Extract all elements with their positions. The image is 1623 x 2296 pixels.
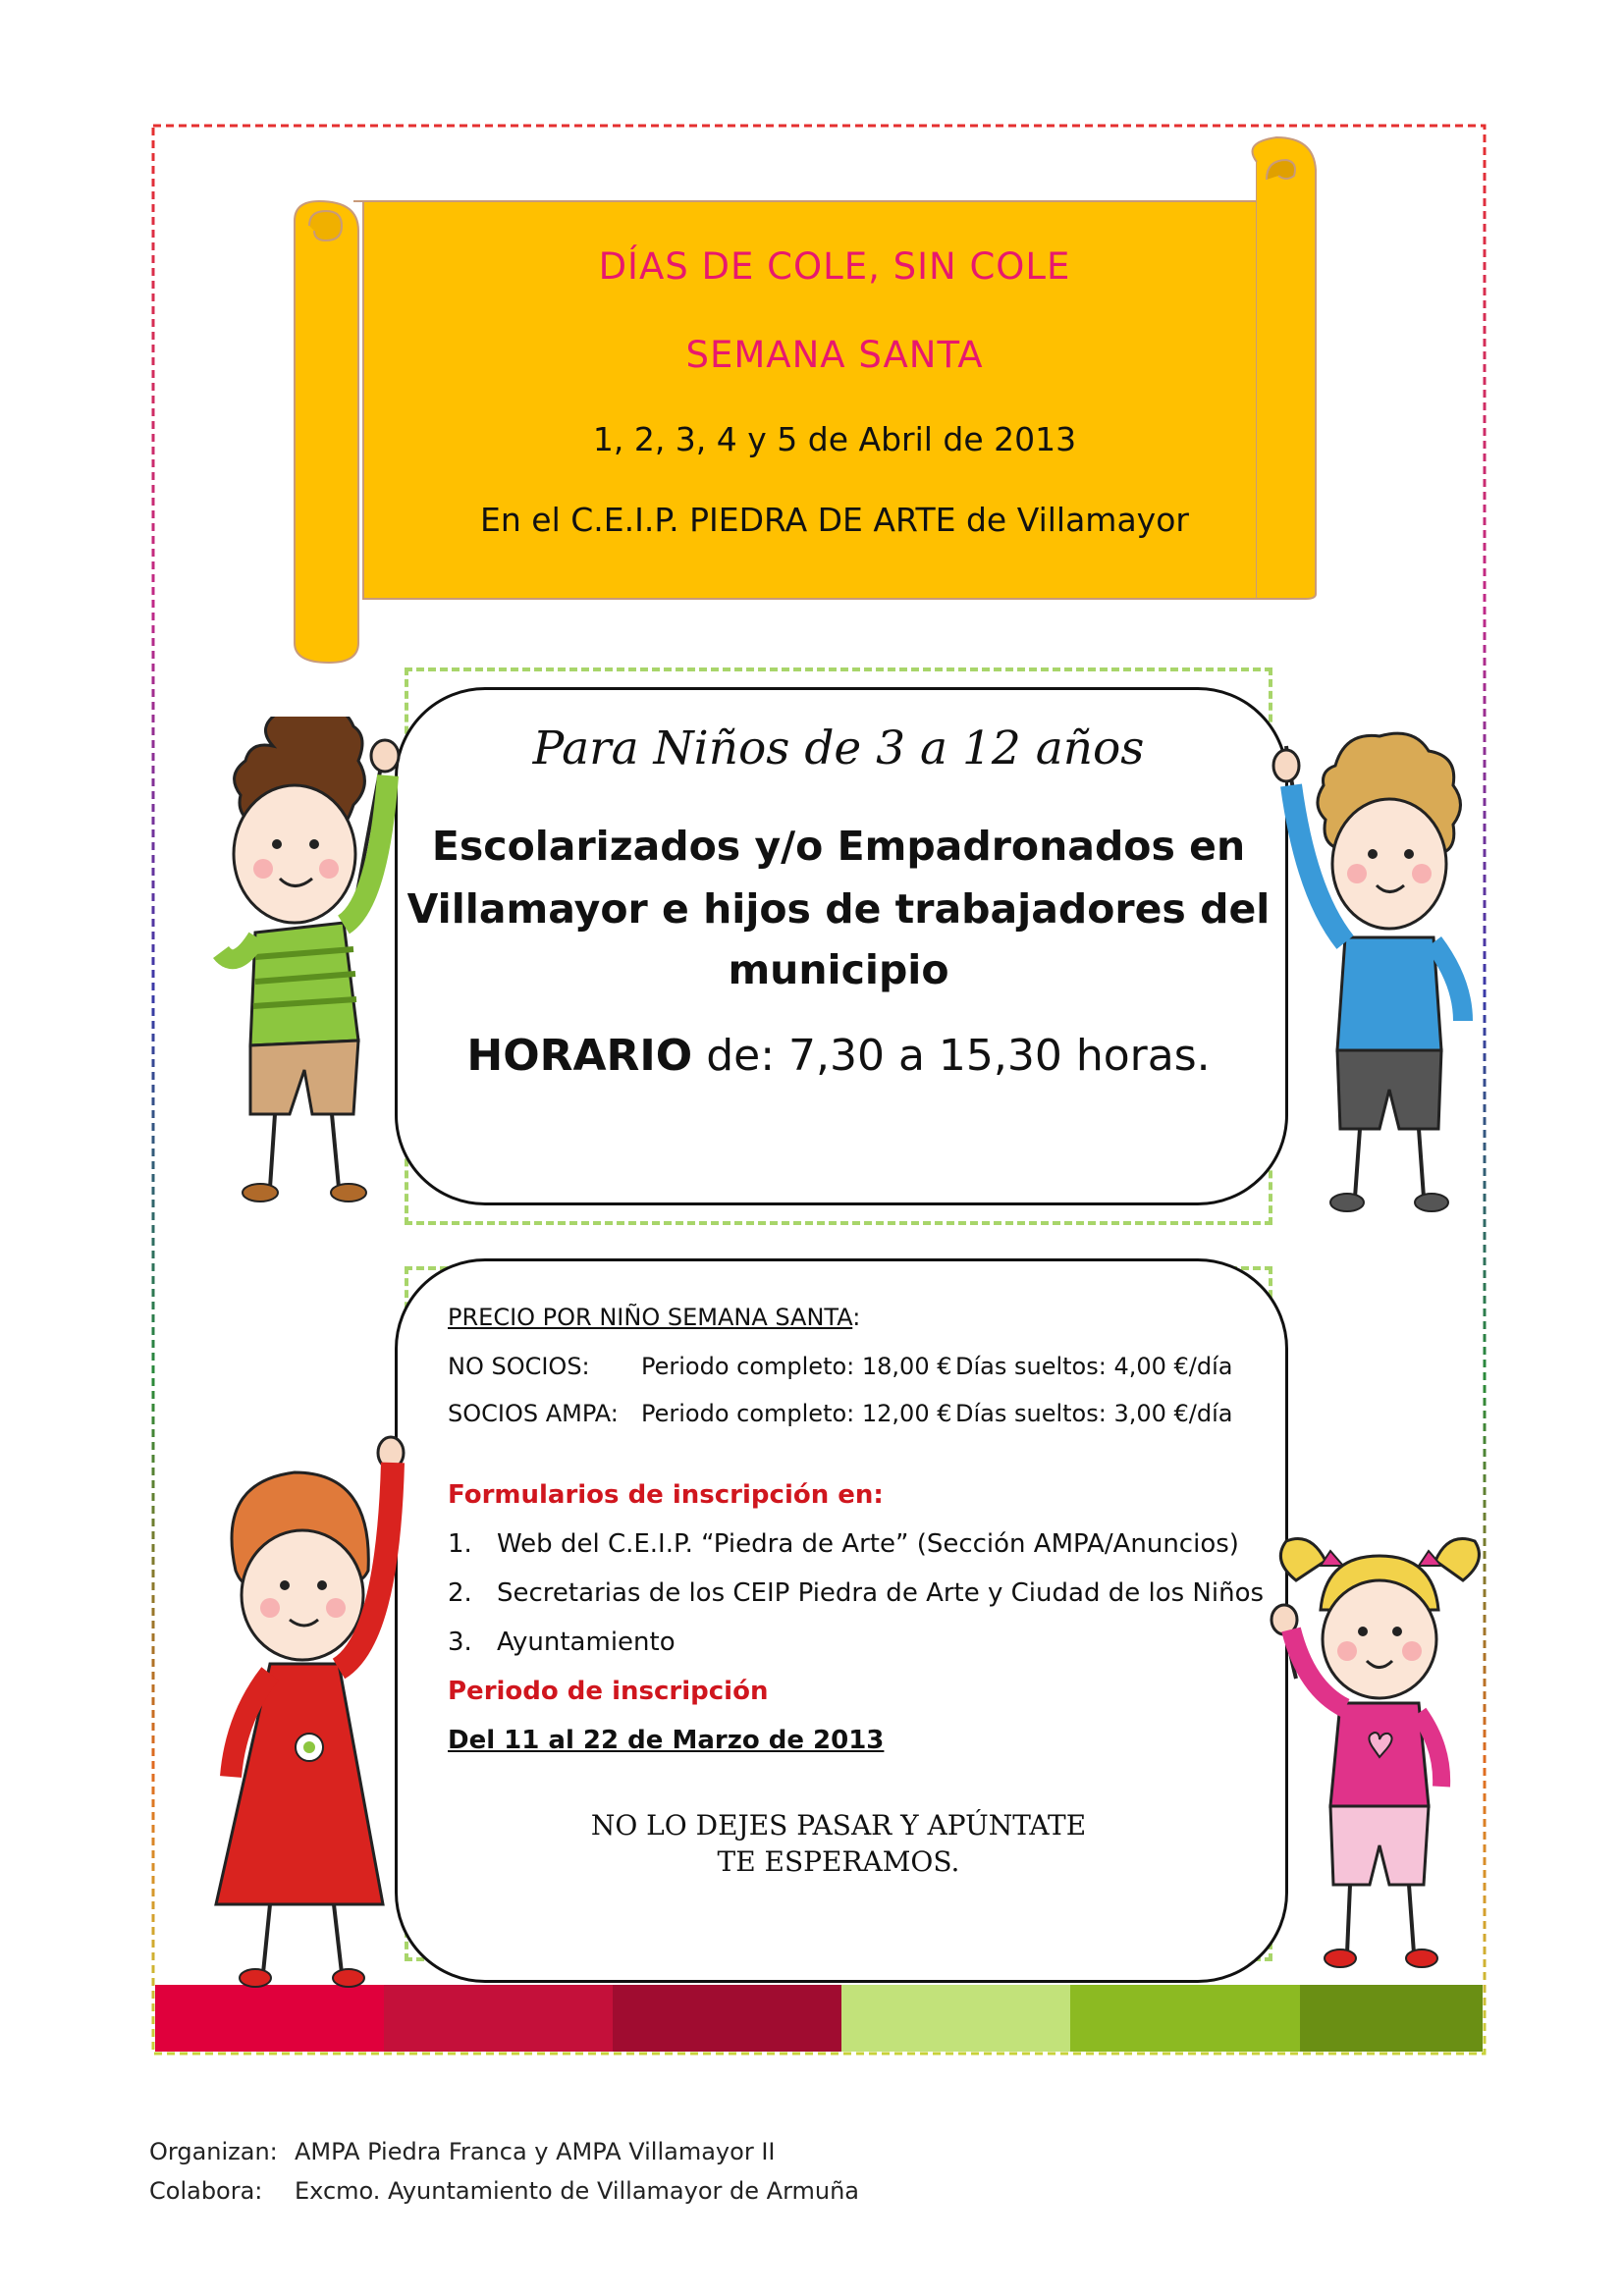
banner-subtitle: SEMANA SANTA xyxy=(685,334,984,376)
banner-title: DÍAS DE COLE, SIN COLE xyxy=(598,245,1071,288)
eligibility-line: Escolarizados y/o Empadronados en xyxy=(431,823,1246,870)
kid-green-shirt-illustration xyxy=(196,717,422,1227)
kid-pink-shirt-illustration xyxy=(1267,1522,1492,2002)
form-item: Ayuntamiento xyxy=(497,1628,676,1657)
pricing-heading: PRECIO POR NIÑO SEMANA SANTA xyxy=(448,1304,853,1331)
period-heading: Periodo de inscripción xyxy=(448,1677,769,1706)
color-bar-segment xyxy=(613,1985,841,2052)
kid-red-dress-illustration xyxy=(196,1423,422,2002)
collaborator: Excmo. Ayuntamiento de Villamayor de Armuña xyxy=(295,2177,860,2205)
form-item-number: 3. xyxy=(448,1628,472,1657)
form-item-number: 1. xyxy=(448,1529,472,1559)
price-member: SOCIOS AMPA: xyxy=(448,1400,619,1427)
period-dates: Del 11 al 22 de Marzo de 2013 xyxy=(448,1726,885,1755)
price-daily: Días sueltos: 3,00 €/día xyxy=(955,1400,1233,1427)
collaborator-label: Colabora: xyxy=(149,2177,263,2205)
banner-dates: 1, 2, 3, 4 y 5 de Abril de 2013 xyxy=(592,420,1077,458)
eligibility-line: municipio xyxy=(728,946,949,993)
form-item: Secretarias de los CEIP Piedra de Arte y Ciudad de los Niños xyxy=(497,1578,1265,1608)
color-bar-segment xyxy=(841,1985,1070,2052)
form-item-number: 2. xyxy=(448,1578,472,1608)
closing-line: TE ESPERAMOS. xyxy=(717,1845,960,1878)
organizers: AMPA Piedra Franca y AMPA Villamayor II xyxy=(295,2138,776,2165)
price-member: NO SOCIOS: xyxy=(448,1353,590,1380)
banner-location: En el C.E.I.P. PIEDRA DE ARTE de Villamayor xyxy=(480,501,1189,539)
price-full: Periodo completo: 12,00 € xyxy=(641,1400,952,1427)
age-range: Para Niños de 3 a 12 años xyxy=(532,721,1145,775)
eligibility-line: Villamayor e hijos de trabajadores del xyxy=(406,885,1271,933)
schedule-text: de: 7,30 a 15,30 horas. xyxy=(692,1031,1211,1081)
schedule-label: HORARIO xyxy=(466,1031,693,1081)
price-full: Periodo completo: 18,00 € xyxy=(641,1353,952,1380)
form-item: Web del C.E.I.P. “Piedra de Arte” (Sección AMPA/Anuncios) xyxy=(497,1529,1239,1559)
color-bar-segment xyxy=(1070,1985,1299,2052)
banner-scroll xyxy=(285,133,1345,682)
kid-blue-shirt-illustration xyxy=(1267,726,1492,1237)
closing-line: NO LO DEJES PASAR Y APÚNTATE xyxy=(590,1809,1087,1842)
organizers-label: Organizan: xyxy=(149,2138,278,2165)
forms-heading: Formularios de inscripción en: xyxy=(448,1480,884,1510)
pricing-heading-line: PRECIO POR NIÑO SEMANA SANTA: xyxy=(448,1304,861,1331)
schedule xyxy=(397,1031,1280,1081)
price-daily: Días sueltos: 4,00 €/día xyxy=(955,1353,1233,1380)
